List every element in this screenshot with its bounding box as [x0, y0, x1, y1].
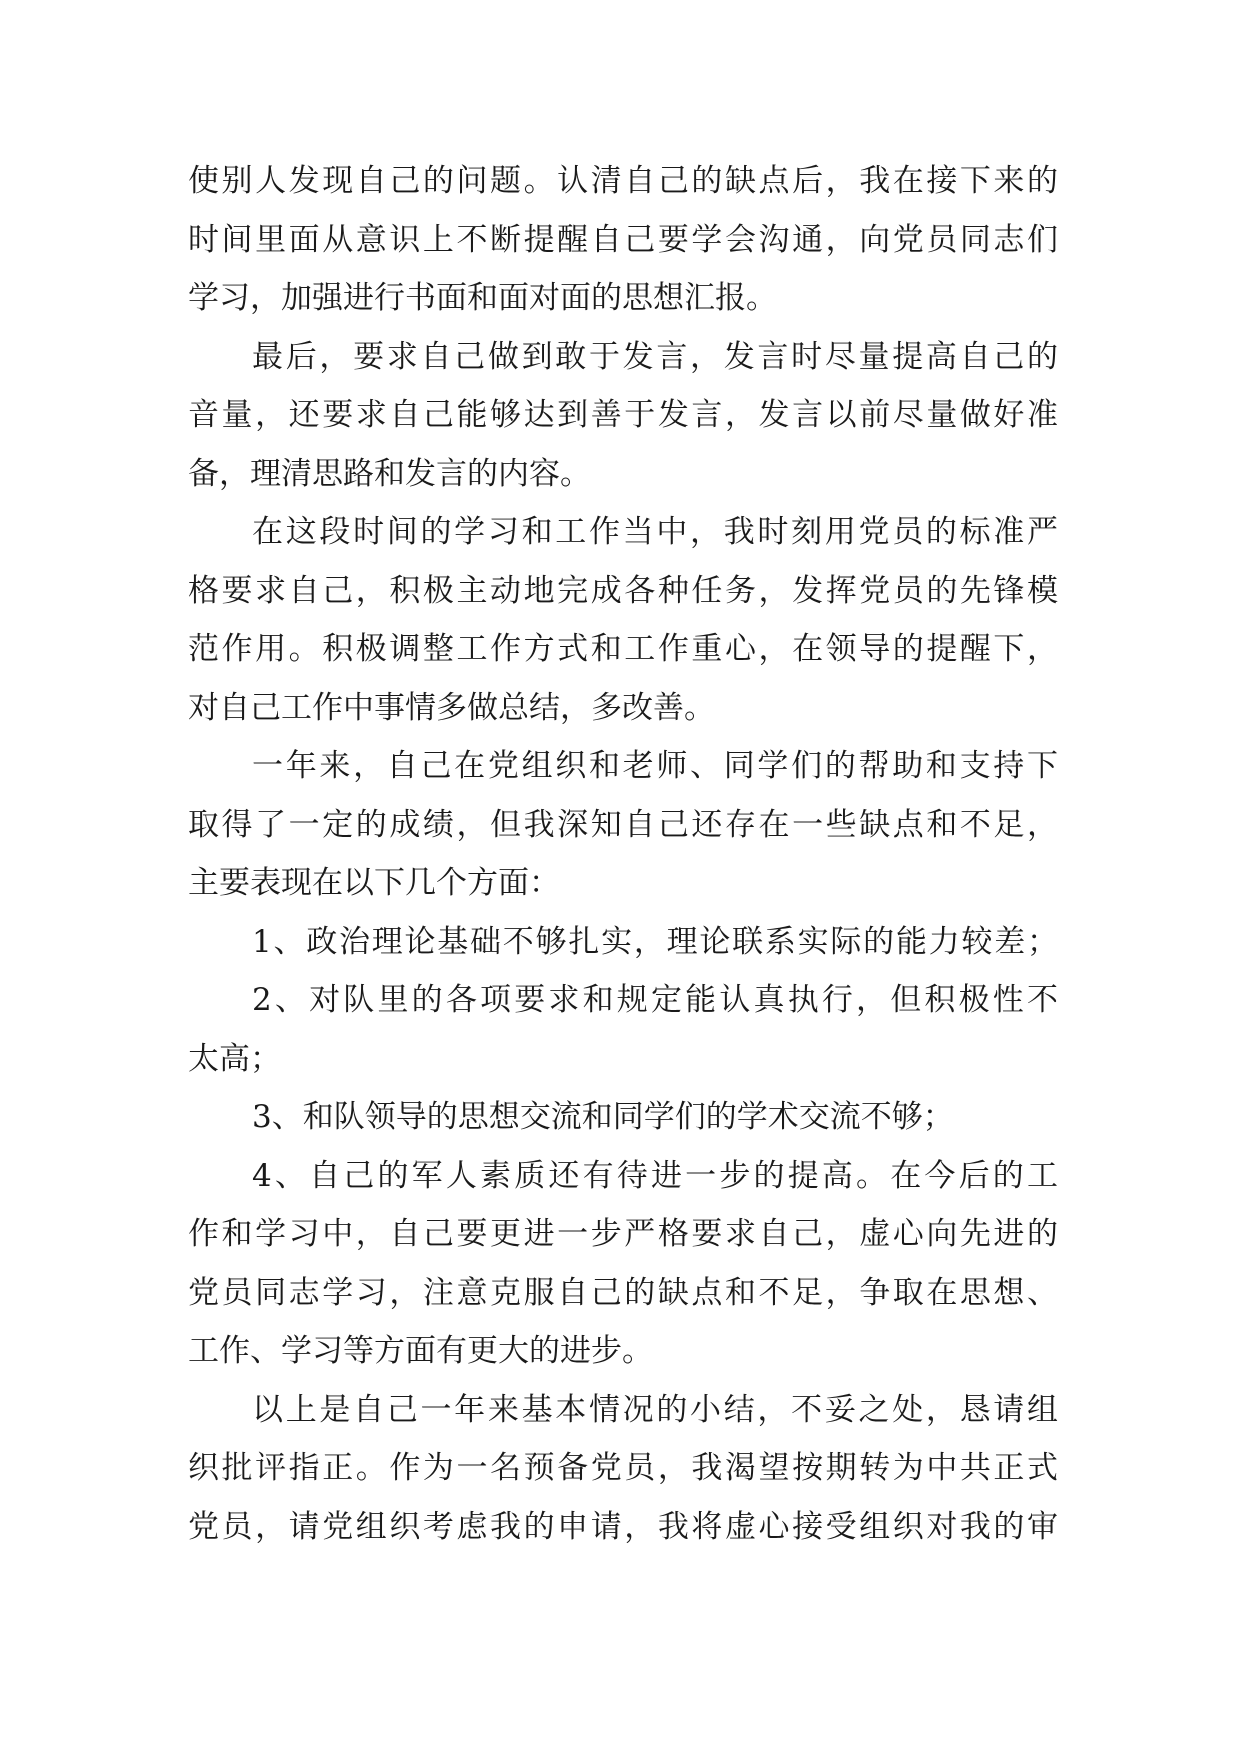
text-line: 3、和队领导的思想交流和同学们的学术交流不够；	[252, 1099, 954, 1135]
text-line: 2、对队里的各项要求和规定能认真执行，但积极性不	[252, 982, 1058, 1018]
text-line: 备，理清思路和发言的内容。	[188, 455, 591, 492]
text-line: 工作、学习等方面有更大的进步。	[188, 1333, 653, 1369]
text-line: 最后，要求自己做到敢于发言，发言时尽量提高自己的	[252, 338, 1058, 375]
text-line: 织批评指正。作为一名预备党员，我渴望按期转为中共正式	[188, 1450, 1058, 1486]
text-line: 格要求自己，积极主动地完成各种任务，发挥党员的先锋模	[188, 572, 1058, 609]
text-line: 在这段时间的学习和工作当中，我时刻用党员的标准严	[252, 514, 1058, 550]
document-body	[188, 152, 1058, 1556]
text-line: 范作用。积极调整工作方式和工作重心，在领导的提醒下，	[188, 631, 1058, 667]
text-line: 音量，还要求自己能够达到善于发言，发言以前尽量做好准	[188, 397, 1058, 433]
text-line: 以上是自己一年来基本情况的小结，不妥之处，恳请组	[252, 1391, 1058, 1428]
text-line: 学习，加强进行书面和面对面的思想汇报。	[188, 280, 777, 316]
text-line: 太高；	[188, 1040, 281, 1077]
text-line: 作和学习中，自己要更进一步严格要求自己，虚心向先进的	[188, 1216, 1058, 1252]
text-line: 一年来，自己在党组织和老师、同学们的帮助和支持下	[252, 748, 1058, 784]
text-line: 党员，请党组织考虑我的申请，我将虚心接受组织对我的审	[188, 1508, 1058, 1545]
text-line: 取得了一定的成绩，但我深知自己还存在一些缺点和不足，	[188, 806, 1058, 843]
text-line: 对自己工作中事情多做总结，多改善。	[188, 689, 715, 726]
text-line: 使别人发现自己的问题。认清自己的缺点后，我在接下来的	[188, 163, 1058, 199]
text-line: 时间里面从意识上不断提醒自己要学会沟通，向党员同志们	[188, 221, 1058, 258]
text-line: 主要表现在以下几个方面：	[188, 865, 560, 901]
text-line: 1、政治理论基础不够扎实，理论联系实际的能力较差；	[252, 923, 1058, 960]
text-line: 4、自己的军人素质还有待进一步的提高。在今后的工	[252, 1157, 1058, 1194]
text-line: 党员同志学习，注意克服自己的缺点和不足，争取在思想、	[188, 1274, 1058, 1311]
